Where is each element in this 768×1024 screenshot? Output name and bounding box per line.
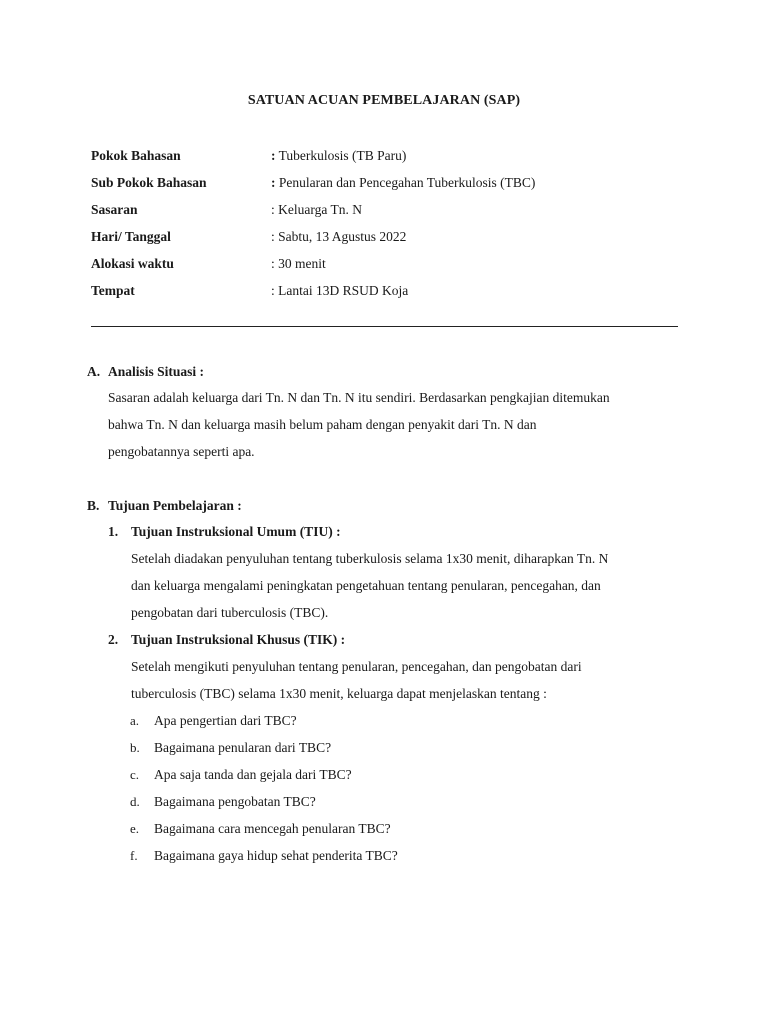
paragraph-line: pengobatan dari tuberculosis (TBC). xyxy=(131,605,329,620)
list-item-letter: b. xyxy=(130,740,140,755)
list-item-text: Bagaimana pengobatan TBC? xyxy=(154,794,316,809)
paragraph-line: dan keluarga mengalami peningkatan pengetahuan tentang penularan, pencegahan, dan xyxy=(131,578,601,593)
section-heading xyxy=(87,494,677,518)
meta-row xyxy=(91,173,691,200)
meta-value xyxy=(271,254,326,274)
list-item-letter: a. xyxy=(130,713,140,728)
list-item-text: Apa pengertian dari TBC? xyxy=(154,713,297,728)
meta-value xyxy=(271,281,408,301)
meta-colon: : xyxy=(271,256,275,271)
meta-value xyxy=(271,200,362,220)
subsection-number: 1. xyxy=(108,524,119,539)
meta-value xyxy=(271,146,406,166)
meta-label: Pokok Bahasan xyxy=(91,148,181,163)
list-item-text: Bagaimana penularan dari TBC? xyxy=(154,740,332,755)
list-item xyxy=(87,707,677,734)
paragraph xyxy=(131,653,677,707)
meta-colon: : xyxy=(271,229,275,244)
meta-row xyxy=(91,227,691,254)
paragraph-line: tuberculosis (TBC) selama 1x30 menit, keluarga dapat menjelaskan tentang : xyxy=(131,686,547,701)
meta-table xyxy=(91,146,691,308)
meta-value xyxy=(271,227,406,247)
meta-row xyxy=(91,254,691,281)
paragraph-line: Setelah diadakan penyuluhan tentang tuberkulosis selama 1x30 menit, diharapkan Tn. N xyxy=(131,551,609,566)
subsection-heading-text: Tujuan Instruksional Khusus (TIK) : xyxy=(131,632,346,647)
paragraph-line: Setelah mengikuti penyuluhan tentang penularan, pencegahan, dan pengobatan dari xyxy=(131,659,582,674)
list-item xyxy=(87,788,677,815)
meta-value-text: Penularan dan Pencegahan Tuberkulosis (TBC) xyxy=(278,175,536,190)
list-item-text: Bagaimana cara mencegah penularan TBC? xyxy=(154,821,391,836)
section-letter: A. xyxy=(87,364,101,379)
meta-label: Sub Pokok Bahasan xyxy=(91,175,207,190)
meta-row xyxy=(91,200,691,227)
subsection-heading-tiu xyxy=(87,518,677,545)
list-item-letter: c. xyxy=(130,767,140,782)
section-heading-text: Tujuan Pembelajaran : xyxy=(108,498,242,513)
meta-label: Hari/ Tanggal xyxy=(91,229,171,244)
meta-colon: : xyxy=(271,148,276,163)
section-letter: B. xyxy=(87,498,100,513)
meta-value-text: Lantai 13D RSUD Koja xyxy=(278,283,409,298)
meta-row xyxy=(91,146,691,173)
paragraph-line: Sasaran adalah keluarga dari Tn. N dan Tn. N itu sendiri. Berdasarkan pengkajian ditemukan xyxy=(108,390,610,405)
meta-value-text: Keluarga Tn. N xyxy=(278,202,362,217)
meta-label: Tempat xyxy=(91,283,135,298)
document-title: SATUAN ACUAN PEMBELAJARAN (SAP) xyxy=(247,93,521,108)
meta-value-text: 30 menit xyxy=(278,256,326,271)
list-item-letter: f. xyxy=(130,848,138,863)
meta-colon: : xyxy=(271,283,275,298)
list-item-letter: e. xyxy=(130,821,140,836)
list-item-text: Bagaimana gaya hidup sehat penderita TBC? xyxy=(154,848,398,863)
meta-value-text: Sabtu, 13 Agustus 2022 xyxy=(278,229,407,244)
subsection-number: 2. xyxy=(108,632,119,647)
paragraph-line: bahwa Tn. N dan keluarga masih belum paham dengan penyakit dari Tn. N dan xyxy=(108,417,537,432)
meta-row xyxy=(91,281,691,308)
meta-colon: : xyxy=(271,202,275,217)
section-tujuan-pembelajaran xyxy=(87,494,677,869)
section-heading xyxy=(87,360,677,384)
meta-value xyxy=(271,173,535,193)
list-item xyxy=(87,815,677,842)
meta-colon: : xyxy=(271,175,276,190)
list-item xyxy=(87,842,677,869)
section-analisis-situasi xyxy=(87,360,677,465)
subsection-heading-text: Tujuan Instruksional Umum (TIU) : xyxy=(131,524,341,539)
list-item-text: Apa saja tanda dan gejala dari TBC? xyxy=(154,767,352,782)
meta-label: Alokasi waktu xyxy=(91,256,174,271)
horizontal-divider xyxy=(91,326,678,327)
section-heading-text: Analisis Situasi : xyxy=(108,364,205,379)
meta-label: Sasaran xyxy=(91,202,138,217)
list-item-letter: d. xyxy=(130,794,140,809)
paragraph-line: pengobatannya seperti apa. xyxy=(108,444,255,459)
meta-value-text: Tuberkulosis (TB Paru) xyxy=(278,148,407,163)
paragraph xyxy=(131,545,677,626)
list-item xyxy=(87,761,677,788)
paragraph xyxy=(108,384,677,465)
subsection-heading-tik xyxy=(87,626,677,653)
list-item xyxy=(87,734,677,761)
